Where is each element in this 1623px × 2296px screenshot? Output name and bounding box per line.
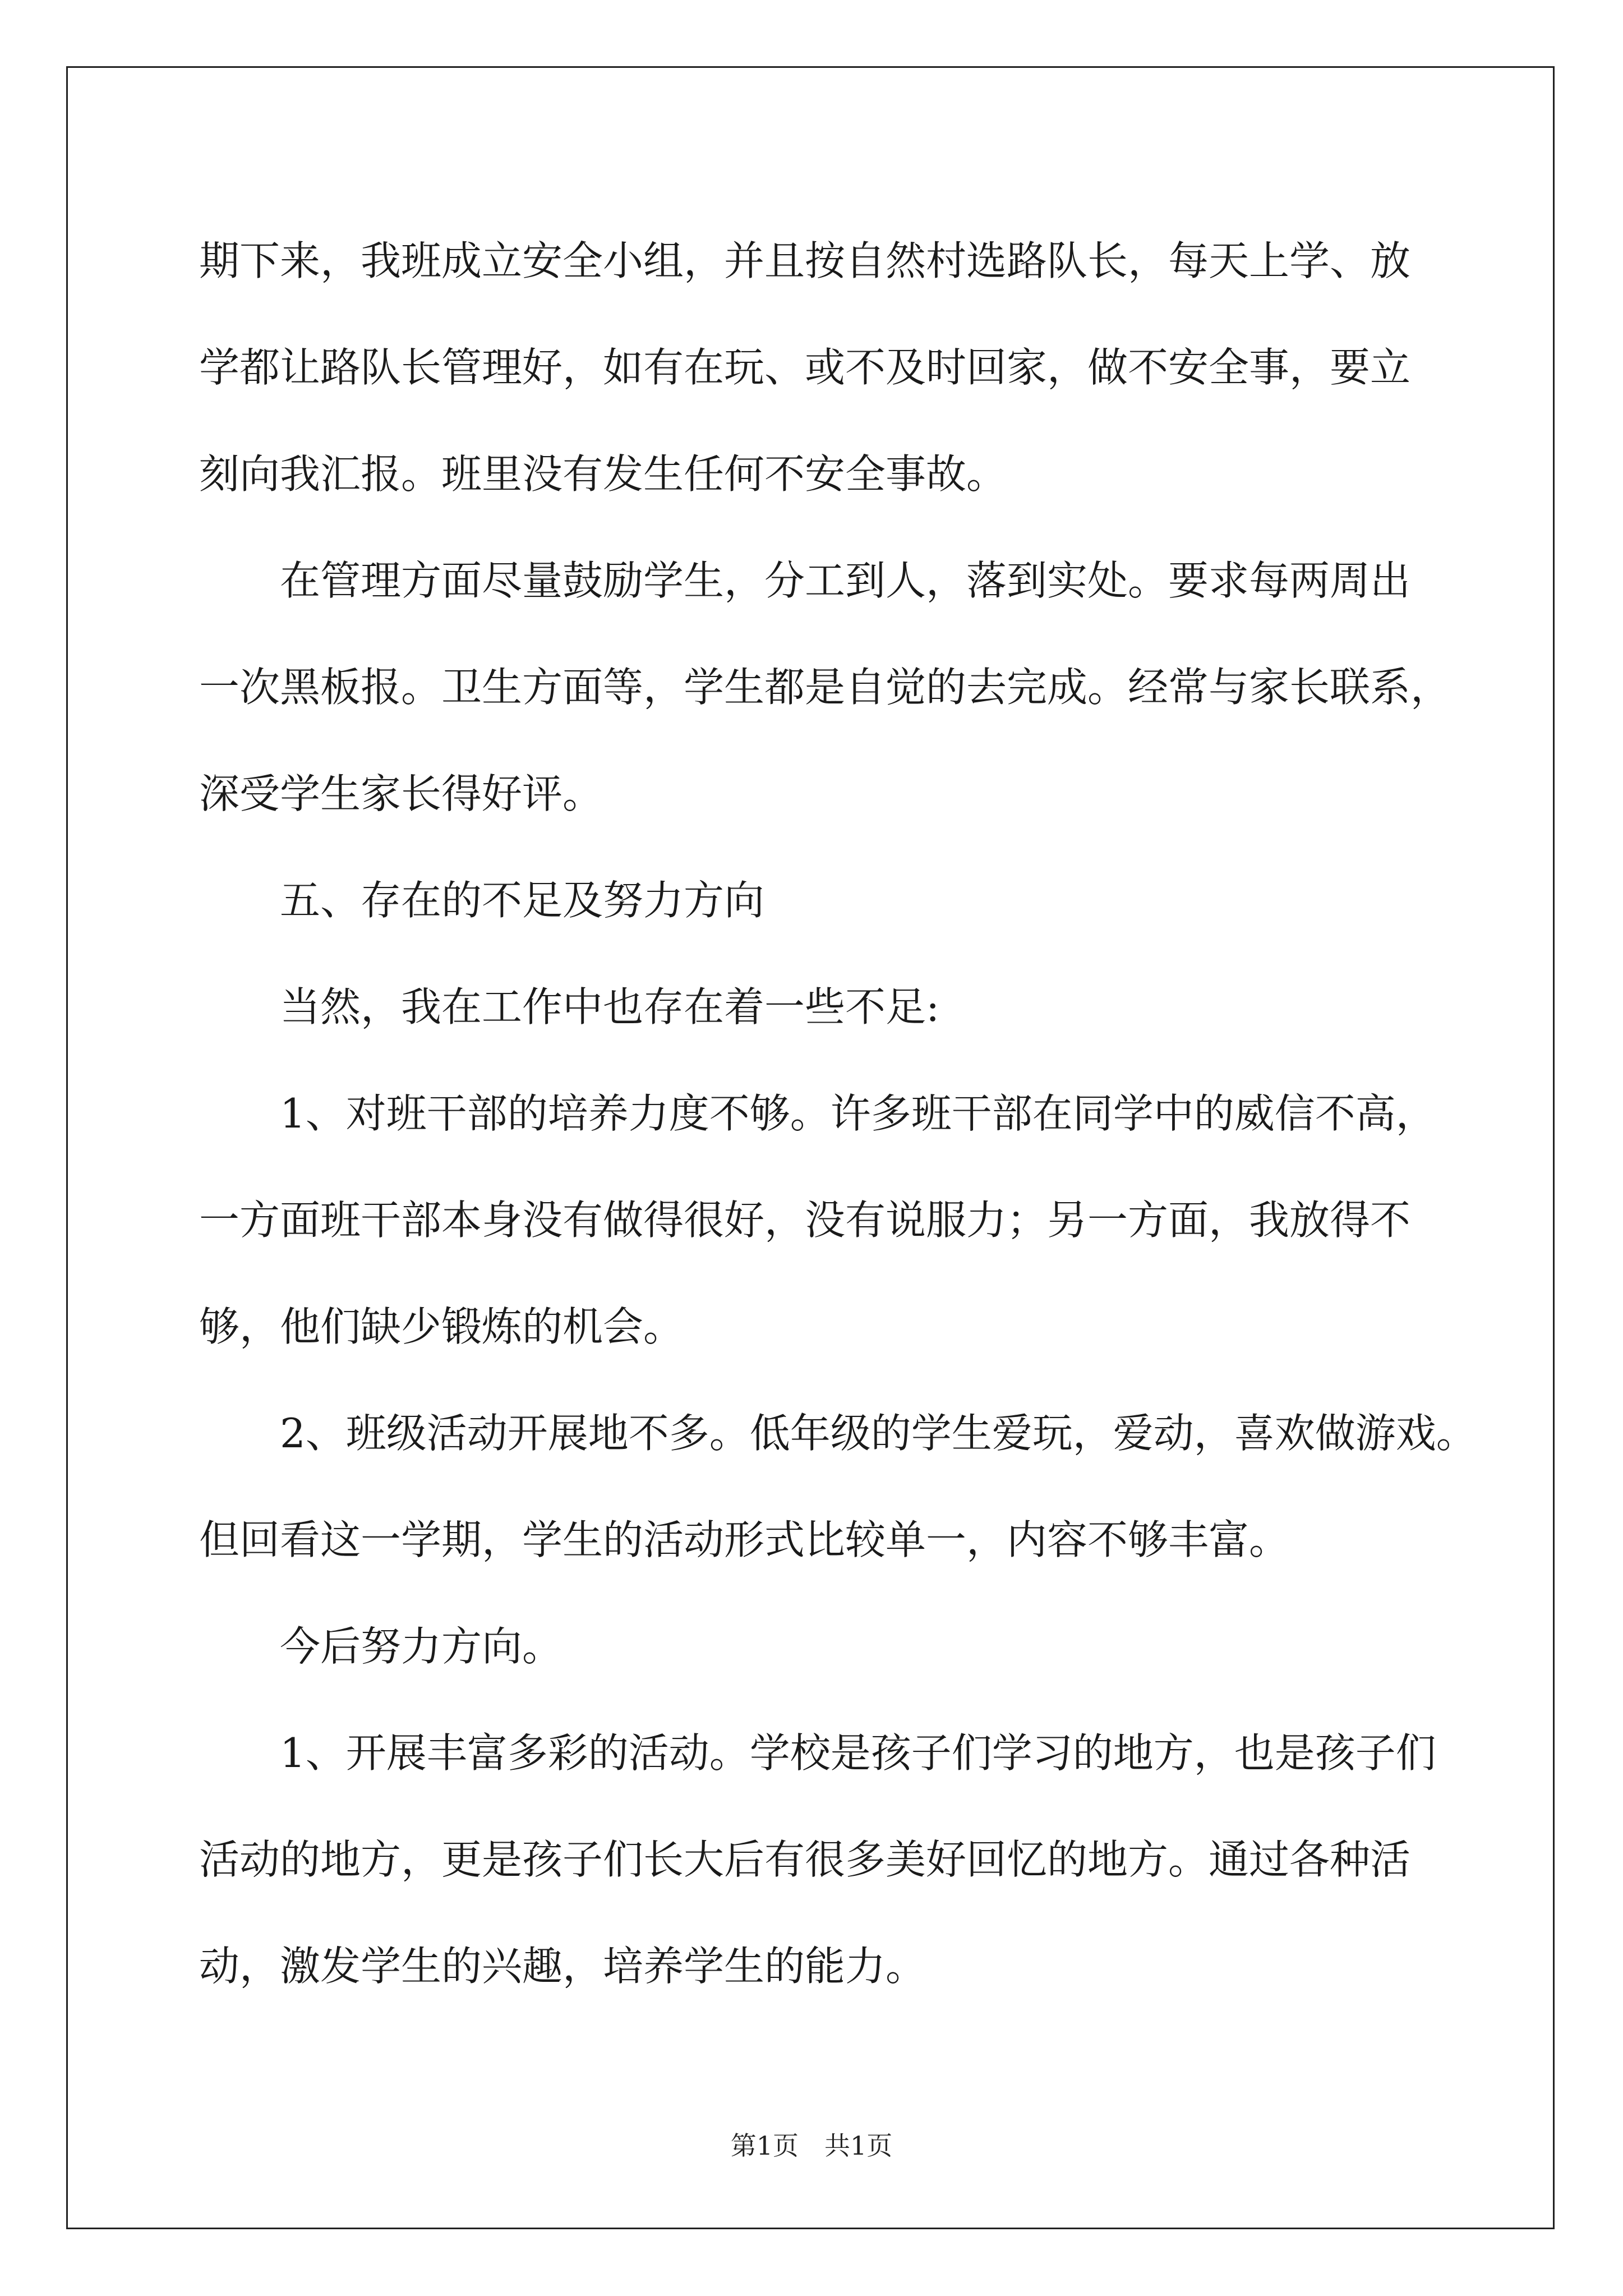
text-line: 期下来，我班成立安全小组，并且按自然村选路队长，每天上学、放 — [199, 237, 1411, 284]
text-line: 一次黑板报。卫生方面等，学生都是自觉的去完成。经常与家长联系， — [199, 664, 1451, 711]
text-line: 当然，我在工作中也存在着一些不足: — [199, 983, 940, 1030]
text-line: 刻向我汇报。班里没有发生任何不安全事故。 — [199, 450, 1007, 498]
text-line: 今后努力方向。 — [199, 1623, 563, 1670]
text-line: 1、对班干部的培养力度不够。许多班干部在同学中的威信不高， — [199, 1090, 1436, 1137]
document-body — [199, 208, 1477, 2019]
text-line: 但回看这一学期，学生的活动形式比较单一，内容不够丰富。 — [199, 1516, 1290, 1563]
text-line: 够，他们缺少锻炼的机会。 — [199, 1303, 684, 1350]
page-footer: 第1页 共1页 — [730, 2131, 893, 2161]
text-line: 在管理方面尽量鼓励学生，分工到人，落到实处。要求每两周出 — [199, 557, 1411, 604]
text-line: 2、班级活动开展地不多。低年级的学生爱玩，爱动，喜欢做游戏。 — [199, 1410, 1477, 1457]
section-heading: 五、存在的不足及努力方向 — [199, 877, 765, 924]
text-line: 活动的地方，更是孩子们长大后有很多美好回忆的地方。通过各种活 — [199, 1836, 1411, 1883]
text-line: 1、开展丰富多彩的活动。学校是孩子们学习的地方，也是孩子们 — [199, 1729, 1436, 1777]
text-line: 动，激发学生的兴趣，培养学生的能力。 — [199, 1943, 926, 1990]
text-line: 一方面班干部本身没有做得很好，没有说服力；另一方面，我放得不 — [199, 1197, 1411, 1244]
text-line: 深受学生家长得好评。 — [199, 770, 603, 817]
text-line: 学都让路队长管理好，如有在玩、或不及时回家，做不安全事，要立 — [199, 344, 1411, 391]
